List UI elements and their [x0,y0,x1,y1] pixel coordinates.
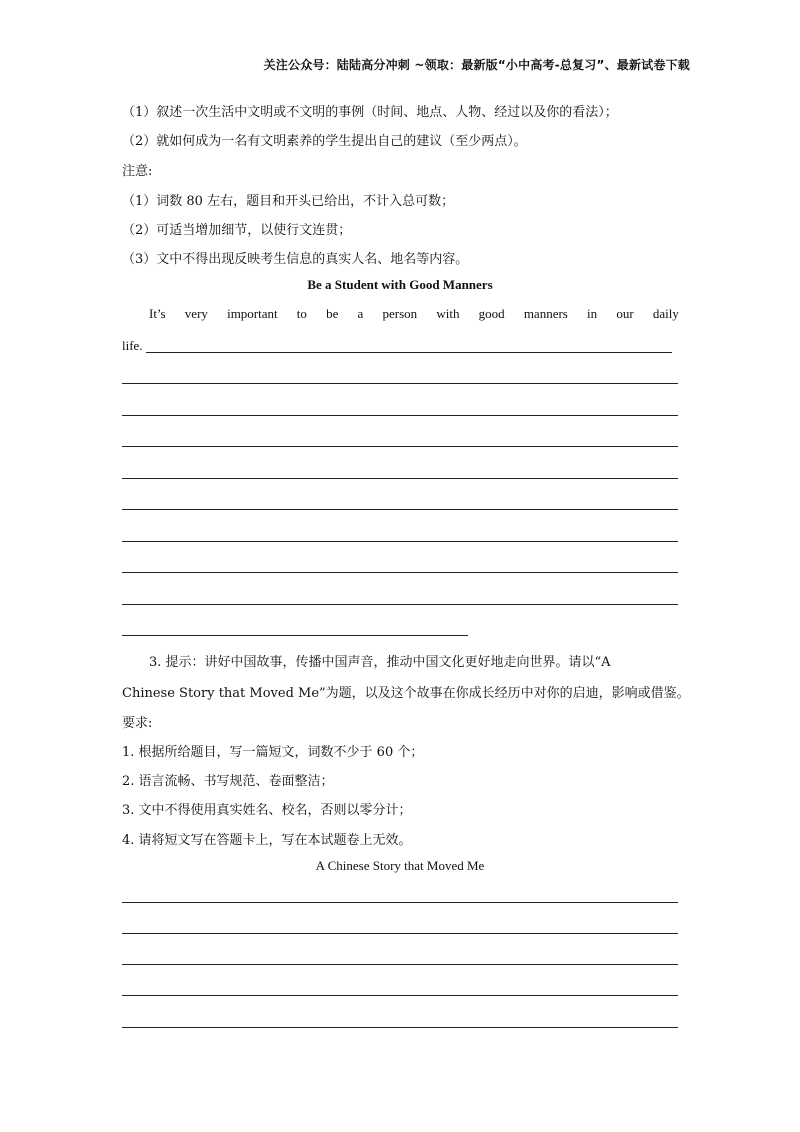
opening-word: very [184,306,208,321]
opening-word: It’s [149,306,166,321]
task3-requirements-label: 要求: [122,716,153,731]
writing-line [122,541,678,542]
opening-word: with [436,306,460,321]
writing-line [122,933,678,934]
task3-requirement-4: 4. 请将短文写在答题卡上，写在本试题卷上无效。 [122,833,412,848]
essay-title-2: A Chinese Story that Moved Me [315,858,485,873]
task3-requirement-2: 2. 语言流畅、书写规范、卷面整洁； [122,774,334,789]
writing-line [122,995,678,996]
writing-line [122,604,678,605]
note-3: （3）文中不得出现反映考生信息的真实人名、地名等内容。 [122,252,469,267]
opening-word: in [587,306,598,321]
writing-line [122,1027,678,1028]
essay-title-1: Be a Student with Good Manners [307,277,493,292]
writing-line [122,902,678,903]
opening-word: daily [652,306,679,321]
task3-requirement-3: 3. 文中不得使用真实姓名、校名，否则以零分计； [122,803,412,818]
page-header: 关注公众号：陆陆高分冲刺 ~领取：最新版“小中高考-总复习”、最新试卷下载 [263,58,690,72]
task3-requirement-1: 1. 根据所给题目，写一篇短文，词数不少于 60 个； [122,745,424,760]
opening-word: person [382,306,418,321]
task2-requirement-2: （2）就如何成为一名有文明素养的学生提出自己的建议（至少两点）。 [122,134,527,149]
opening-word: be [326,306,339,321]
task3-prompt-line-2: Chinese Story that Moved Me”为题，以及这个故事在你成长经历中对你的启迪，影响或借鉴。 [122,686,690,701]
writing-line [122,964,678,965]
writing-line [122,635,468,636]
writing-line [122,572,678,573]
opening-word: our [616,306,634,321]
writing-line [146,352,672,353]
task2-requirement-1: （1）叙述一次生活中文明或不文明的事例（时间、地点、人物、经过以及你的看法）； [122,105,618,120]
opening-word: to [296,306,307,321]
note-2: （2）可适当增加细节，以使行文连贯； [122,223,352,238]
opening-word: a [357,306,364,321]
essay-opening-continued: life. [122,338,143,353]
writing-line [122,446,678,447]
essay-opening-line [149,306,679,322]
opening-word: important [227,306,278,321]
writing-line [122,478,678,479]
task3-prompt-line-1: 3. 提示：讲好中国故事，传播中国声音，推动中国文化更好地走向世界。请以“A [149,655,611,670]
opening-word: good [478,306,505,321]
writing-line [122,415,678,416]
writing-line [122,509,678,510]
note-1: （1）词数 80 左右，题目和开头已给出，不计入总可数； [122,194,455,209]
writing-line [122,383,678,384]
opening-word: manners [523,306,568,321]
note-label: 注意: [122,164,153,179]
